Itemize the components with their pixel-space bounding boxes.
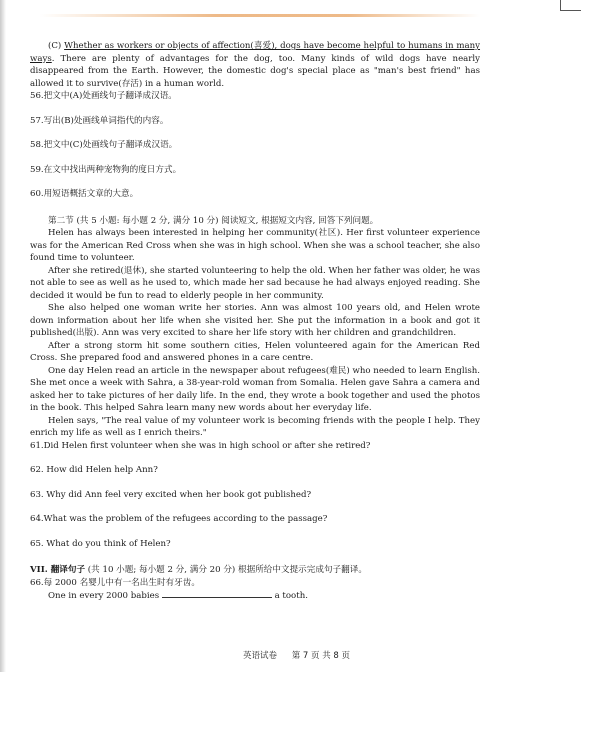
passage-paragraph: After a strong storm hit some southern cities, Helen volunteered again for the American Red Cross. She prepared food and answered phones in a care centre.	[30, 340, 480, 363]
section-7-label: VII. 翻译句子	[30, 565, 86, 575]
section-7-title	[30, 564, 480, 577]
question-66-prefix: One in every 2000 babies	[48, 591, 160, 601]
passage-paragraph: After she retired(退休), she started volunteering to help the old. When her father was older, he was not able to see as well as he used to, which made her sad because he had always enjoyed reading. She decided it would be fun to read to elderly people in her community.	[30, 265, 480, 301]
passage-paragraph: She also helped one woman write her stories. Ann was almost 100 years old, and Helen wrote down information about her life when she visited her. She put the information in a book and got it published(出版). Ann was very excited to share her life story with her children and grandchildren.	[30, 303, 480, 338]
question-63: 63. Why did Ann feel very excited when her book got published?	[30, 489, 312, 500]
question-61: 61.Did Helen first volunteer when she was in high school or after she retired?	[30, 440, 371, 451]
header-rule	[40, 14, 480, 17]
corner-crop-mark	[560, 0, 581, 11]
question-66-english	[30, 589, 480, 603]
question-66-chinese: 66.每 2000 名婴儿中有一名出生时有牙齿。	[30, 577, 200, 588]
passage-paragraph: One day Helen read an article in the newspaper about refugees(难民) who needed to learn English. She met once a week with Sahra, a 38-year-rold woman from Somalia. Helen gave Sahra a camera and asked her to take pictures of her daily life. In the end, they wrote a book together and used the photos in the book. This helped Sahra learn many new words about her everyday life.	[30, 365, 480, 413]
page-footer	[0, 649, 593, 661]
question-59: 59.在文中找出两种宠物狗的度日方式。	[30, 164, 182, 175]
passage-paragraph: Helen says, "The real value of my volunteer work is becoming friends with the people I help. They enrich my life as well as I enrich theirs."	[30, 415, 480, 438]
exam-page	[30, 40, 480, 603]
passage-c-underlined-sentence: Whether as workers or objects of affection(喜爱), dogs have become helpful to humans in many ways	[30, 41, 481, 64]
section-7-instructions: (共 10 小题; 每小题 2 分, 满分 20 分) 根据所给中文提示完成句子翻译。	[85, 565, 367, 575]
scan-edge-shadow	[0, 0, 6, 746]
question-60: 60.用短语概括文章的大意。	[30, 189, 139, 199]
answer-blank[interactable]	[162, 589, 272, 598]
passage-c-label: (C)	[48, 41, 62, 51]
question-64: 64.What was the problem of the refugees according to the passage?	[30, 514, 328, 524]
question-57: 57.写出(B)处画线单词指代的内容。	[30, 115, 169, 126]
section-2-title: 第二节 (共 5 小题: 每小题 2 分, 满分 10 分) 阅读短文, 根据短文内容, 回答下列问题。	[48, 215, 379, 226]
question-58: 58.把文中(C)处画线句子翻译成汉语。	[30, 140, 178, 150]
question-66-suffix: a tooth.	[274, 591, 308, 601]
passage-paragraph: Helen has always been interested in helping her community(社区). Her first volunteer experience was for the American Red Cross when she was in high school. When she was a school teacher, she also found time to volunteer.	[30, 228, 480, 263]
footer-subject: 英语试卷	[242, 651, 277, 661]
passage-c	[30, 40, 480, 90]
blank-margin	[0, 672, 593, 746]
question-62: 62. How did Helen help Ann?	[30, 465, 158, 475]
passage-c-text: . There are plenty of advantages for the dog, too. Many kinds of wild dogs have nearly disappeared from the Earth. However, the domestic dog's special place as "man's best friend" has allowed it to survive(存活) in a human world.	[30, 53, 480, 89]
question-56: 56.把文中(A)处画线句子翻译成汉语。	[30, 91, 177, 101]
question-65: 65. What do you think of Helen?	[30, 538, 171, 549]
footer-page-number: 第 7 页 共 8 页	[291, 651, 351, 661]
